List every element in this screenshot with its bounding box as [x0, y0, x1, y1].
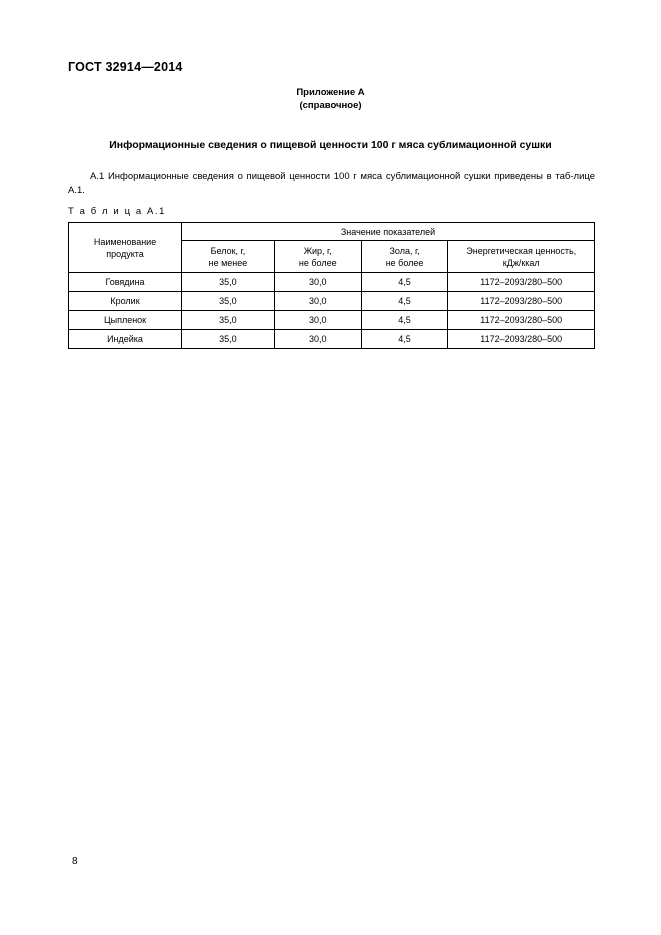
column-header-fat-line1: Жир, г, [303, 245, 332, 256]
cell-fat: 30,0 [274, 292, 361, 311]
cell-fat: 30,0 [274, 273, 361, 292]
column-header-product-name [69, 223, 182, 273]
column-header-ash [361, 241, 448, 273]
table-row [69, 292, 595, 311]
column-header-product-name-line2: продукта [106, 248, 144, 259]
cell-product-name: Кролик [69, 292, 182, 311]
cell-product-name: Индейка [69, 330, 182, 349]
column-header-ash-line2: не более [385, 257, 424, 268]
cell-fat: 30,0 [274, 311, 361, 330]
cell-ash: 4,5 [361, 273, 448, 292]
cell-product-name: Говядина [69, 273, 182, 292]
column-header-energy-line1: Энергетическая ценность, [466, 245, 577, 256]
page-number: 8 [72, 856, 78, 867]
table-header-row-1 [69, 223, 595, 241]
cell-energy: 1172–2093/280–500 [448, 330, 595, 349]
table-row [69, 273, 595, 292]
annex-subtitle: (справочное) [299, 100, 362, 111]
cell-ash: 4,5 [361, 311, 448, 330]
column-header-fat-line2: не более [298, 257, 337, 268]
section-title: Информационные сведения о пищевой ценности 100 г мяса сублимационной сушки [109, 139, 552, 151]
cell-protein: 35,0 [182, 330, 275, 349]
column-header-protein-line1: Белок, г, [210, 245, 246, 256]
table-row [69, 311, 595, 330]
cell-protein: 35,0 [182, 273, 275, 292]
cell-fat: 30,0 [274, 330, 361, 349]
intro-paragraph [68, 170, 595, 198]
column-header-energy [448, 241, 595, 273]
cell-protein: 35,0 [182, 292, 275, 311]
cell-energy: 1172–2093/280–500 [448, 311, 595, 330]
column-header-protein [182, 241, 275, 273]
annex-title: Приложение А [296, 87, 365, 98]
cell-ash: 4,5 [361, 330, 448, 349]
column-header-energy-line2: кДж/ккал [502, 257, 540, 268]
standard-header: ГОСТ 32914—2014 [68, 60, 183, 74]
cell-energy: 1172–2093/280–500 [448, 292, 595, 311]
nutrition-table [68, 222, 595, 349]
column-header-protein-line2: не менее [208, 257, 248, 268]
cell-protein: 35,0 [182, 311, 275, 330]
nutrition-table-wrapper [68, 222, 595, 349]
column-header-fat [274, 241, 361, 273]
intro-paragraph-text: А.1 Информационные сведения о пищевой ценности 100 г мяса сублимационной сушки приведены в таб-лице А.1. [68, 171, 595, 196]
cell-product-name: Цыпленок [69, 311, 182, 330]
table-row [69, 330, 595, 349]
column-header-product-name-line1: Наименование [93, 236, 157, 247]
cell-ash: 4,5 [361, 292, 448, 311]
cell-energy: 1172–2093/280–500 [448, 273, 595, 292]
table-caption: Т а б л и ц а А.1 [68, 206, 167, 217]
column-group-header-values: Значение показателей [182, 223, 595, 241]
column-header-ash-line1: Зола, г, [389, 245, 420, 256]
